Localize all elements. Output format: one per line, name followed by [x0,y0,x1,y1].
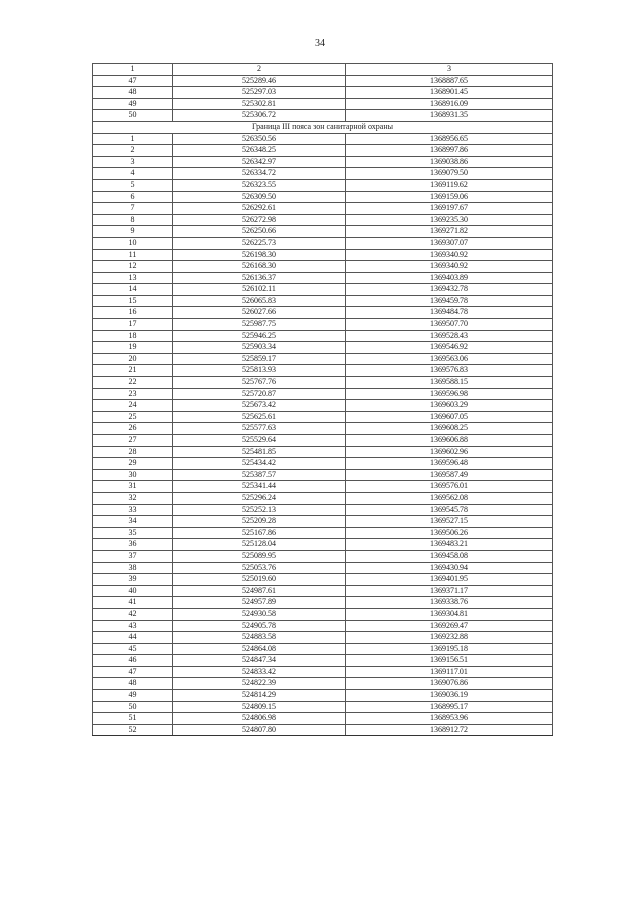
cell-x-coordinate: 526250.66 [173,226,346,238]
cell-point-number: 44 [93,632,173,644]
cell-point-number: 47 [93,75,173,87]
table-row [93,435,553,447]
table-row [93,713,553,725]
table-row [93,377,553,389]
cell-point-number: 1 [93,133,173,145]
cell-y-coordinate: 1369307.07 [346,237,553,249]
cell-y-coordinate: 1369587.49 [346,469,553,481]
table-header [93,64,553,76]
table-row [93,724,553,736]
table-row [93,295,553,307]
cell-point-number: 34 [93,516,173,528]
cell-point-number: 35 [93,527,173,539]
section-title: Граница III пояса зон санитарной охраны [93,121,553,133]
cell-x-coordinate: 525903.34 [173,342,346,354]
cell-point-number: 49 [93,98,173,110]
table-row [93,458,553,470]
cell-x-coordinate: 524987.61 [173,585,346,597]
table-row [93,516,553,528]
table-row [93,492,553,504]
cell-x-coordinate: 526168.30 [173,261,346,273]
cell-y-coordinate: 1369602.96 [346,446,553,458]
cell-x-coordinate: 525577.63 [173,423,346,435]
cell-point-number: 38 [93,562,173,574]
cell-point-number: 46 [93,655,173,667]
cell-y-coordinate: 1369507.70 [346,319,553,331]
cell-point-number: 41 [93,597,173,609]
cell-y-coordinate: 1369588.15 [346,377,553,389]
cell-point-number: 6 [93,191,173,203]
table-row [93,701,553,713]
cell-y-coordinate: 1369484.78 [346,307,553,319]
table-row [93,678,553,690]
cell-x-coordinate: 525529.64 [173,435,346,447]
table-row [93,203,553,215]
cell-y-coordinate: 1369159.06 [346,191,553,203]
table-row [93,342,553,354]
cell-x-coordinate: 525296.24 [173,492,346,504]
cell-point-number: 26 [93,423,173,435]
cell-x-coordinate: 526272.98 [173,214,346,226]
table-row [93,249,553,261]
cell-y-coordinate: 1369079.50 [346,168,553,180]
cell-x-coordinate: 524806.98 [173,713,346,725]
cell-y-coordinate: 1369432.78 [346,284,553,296]
table-row [93,608,553,620]
cell-y-coordinate: 1368995.17 [346,701,553,713]
cell-point-number: 43 [93,620,173,632]
cell-y-coordinate: 1369545.78 [346,504,553,516]
table-row [93,539,553,551]
cell-x-coordinate: 525946.25 [173,330,346,342]
cell-y-coordinate: 1368912.72 [346,724,553,736]
cell-x-coordinate: 525859.17 [173,353,346,365]
cell-point-number: 52 [93,724,173,736]
cell-x-coordinate: 525341.44 [173,481,346,493]
cell-point-number: 30 [93,469,173,481]
table-row [93,411,553,423]
cell-y-coordinate: 1369076.86 [346,678,553,690]
table-row [93,666,553,678]
column-header-number: 1 [93,64,173,76]
table-body [93,75,553,736]
cell-y-coordinate: 1369036.19 [346,690,553,702]
cell-y-coordinate: 1369338.76 [346,597,553,609]
cell-y-coordinate: 1368953.96 [346,713,553,725]
cell-point-number: 24 [93,400,173,412]
cell-x-coordinate: 525720.87 [173,388,346,400]
cell-y-coordinate: 1369340.92 [346,261,553,273]
cell-y-coordinate: 1369304.81 [346,608,553,620]
page-number: 34 [315,38,325,49]
table-row [93,585,553,597]
cell-x-coordinate: 525767.76 [173,377,346,389]
cell-point-number: 12 [93,261,173,273]
table-row [93,655,553,667]
cell-x-coordinate: 525813.93 [173,365,346,377]
cell-y-coordinate: 1369038.86 [346,156,553,168]
cell-point-number: 18 [93,330,173,342]
cell-point-number: 48 [93,678,173,690]
cell-point-number: 11 [93,249,173,261]
table-row [93,272,553,284]
cell-y-coordinate: 1369483.21 [346,539,553,551]
cell-y-coordinate: 1369271.82 [346,226,553,238]
cell-point-number: 20 [93,353,173,365]
table-row [93,319,553,331]
cell-y-coordinate: 1369232.88 [346,632,553,644]
cell-x-coordinate: 525128.04 [173,539,346,551]
cell-point-number: 7 [93,203,173,215]
cell-point-number: 9 [93,226,173,238]
cell-y-coordinate: 1369401.95 [346,574,553,586]
cell-y-coordinate: 1369596.48 [346,458,553,470]
cell-point-number: 50 [93,701,173,713]
cell-y-coordinate: 1369340.92 [346,249,553,261]
table-row [93,365,553,377]
cell-y-coordinate: 1368916.09 [346,98,553,110]
cell-y-coordinate: 1369546.92 [346,342,553,354]
cell-y-coordinate: 1369197.67 [346,203,553,215]
cell-point-number: 33 [93,504,173,516]
table-row [93,632,553,644]
cell-point-number: 16 [93,307,173,319]
cell-point-number: 40 [93,585,173,597]
table-row [93,562,553,574]
cell-point-number: 21 [93,365,173,377]
table-row [93,423,553,435]
cell-x-coordinate: 525209.28 [173,516,346,528]
cell-y-coordinate: 1369596.98 [346,388,553,400]
table-row [93,446,553,458]
cell-point-number: 3 [93,156,173,168]
cell-y-coordinate: 1369506.26 [346,527,553,539]
table-row [93,400,553,412]
cell-point-number: 25 [93,411,173,423]
cell-x-coordinate: 525302.81 [173,98,346,110]
cell-y-coordinate: 1369195.18 [346,643,553,655]
cell-y-coordinate: 1369119.62 [346,179,553,191]
coordinates-table [92,63,553,736]
cell-y-coordinate: 1369403.89 [346,272,553,284]
cell-y-coordinate: 1369459.78 [346,295,553,307]
cell-y-coordinate: 1369576.01 [346,481,553,493]
cell-x-coordinate: 525297.03 [173,87,346,99]
table-row [93,110,553,122]
cell-point-number: 39 [93,574,173,586]
column-header-x: 2 [173,64,346,76]
cell-point-number: 49 [93,690,173,702]
table-row [93,98,553,110]
cell-point-number: 8 [93,214,173,226]
cell-x-coordinate: 526342.97 [173,156,346,168]
table-row [93,504,553,516]
cell-x-coordinate: 525673.42 [173,400,346,412]
table-row [93,87,553,99]
cell-point-number: 22 [93,377,173,389]
table-row [93,156,553,168]
column-header-y: 3 [346,64,553,76]
cell-x-coordinate: 525252.13 [173,504,346,516]
cell-point-number: 48 [93,87,173,99]
cell-x-coordinate: 524833.42 [173,666,346,678]
cell-x-coordinate: 526065.83 [173,295,346,307]
table-row [93,550,553,562]
cell-x-coordinate: 525167.86 [173,527,346,539]
cell-x-coordinate: 526198.30 [173,249,346,261]
cell-x-coordinate: 524847.34 [173,655,346,667]
cell-point-number: 15 [93,295,173,307]
cell-point-number: 42 [93,608,173,620]
cell-x-coordinate: 524822.39 [173,678,346,690]
cell-x-coordinate: 524957.89 [173,597,346,609]
cell-point-number: 36 [93,539,173,551]
cell-x-coordinate: 526350.56 [173,133,346,145]
cell-x-coordinate: 525481.85 [173,446,346,458]
table-row [93,214,553,226]
cell-x-coordinate: 525625.61 [173,411,346,423]
cell-x-coordinate: 526225.73 [173,237,346,249]
table-row [93,620,553,632]
cell-y-coordinate: 1369562.08 [346,492,553,504]
cell-point-number: 27 [93,435,173,447]
header-row [93,64,553,76]
table-row [93,330,553,342]
cell-y-coordinate: 1369458.08 [346,550,553,562]
cell-y-coordinate: 1369576.83 [346,365,553,377]
cell-x-coordinate: 526102.11 [173,284,346,296]
table-row [93,597,553,609]
cell-x-coordinate: 524905.78 [173,620,346,632]
cell-point-number: 10 [93,237,173,249]
cell-y-coordinate: 1369371.17 [346,585,553,597]
cell-x-coordinate: 524930.58 [173,608,346,620]
cell-y-coordinate: 1369603.29 [346,400,553,412]
cell-point-number: 51 [93,713,173,725]
cell-y-coordinate: 1368931.35 [346,110,553,122]
cell-x-coordinate: 524807.80 [173,724,346,736]
cell-point-number: 2 [93,145,173,157]
table-row [93,75,553,87]
cell-point-number: 37 [93,550,173,562]
cell-x-coordinate: 526334.72 [173,168,346,180]
section-title-row [93,121,553,133]
cell-x-coordinate: 526027.66 [173,307,346,319]
table-row [93,226,553,238]
cell-x-coordinate: 524864.08 [173,643,346,655]
table-row [93,133,553,145]
cell-point-number: 29 [93,458,173,470]
cell-x-coordinate: 525434.42 [173,458,346,470]
cell-y-coordinate: 1368956.65 [346,133,553,145]
cell-point-number: 31 [93,481,173,493]
cell-point-number: 14 [93,284,173,296]
table-row [93,191,553,203]
cell-x-coordinate: 525306.72 [173,110,346,122]
table-row [93,179,553,191]
cell-y-coordinate: 1368901.45 [346,87,553,99]
table-row [93,168,553,180]
table-row [93,145,553,157]
cell-x-coordinate: 525019.60 [173,574,346,586]
table-row [93,643,553,655]
cell-y-coordinate: 1369608.25 [346,423,553,435]
cell-x-coordinate: 526136.37 [173,272,346,284]
cell-y-coordinate: 1368887.65 [346,75,553,87]
table-row [93,481,553,493]
cell-y-coordinate: 1369606.88 [346,435,553,447]
table-row [93,527,553,539]
cell-point-number: 17 [93,319,173,331]
table-row [93,307,553,319]
cell-x-coordinate: 526292.61 [173,203,346,215]
cell-point-number: 32 [93,492,173,504]
cell-x-coordinate: 525387.57 [173,469,346,481]
table-row [93,690,553,702]
cell-point-number: 4 [93,168,173,180]
cell-point-number: 5 [93,179,173,191]
cell-x-coordinate: 524809.15 [173,701,346,713]
cell-y-coordinate: 1369563.06 [346,353,553,365]
cell-y-coordinate: 1369528.43 [346,330,553,342]
cell-x-coordinate: 525053.76 [173,562,346,574]
cell-y-coordinate: 1369156.51 [346,655,553,667]
cell-y-coordinate: 1368997.86 [346,145,553,157]
cell-point-number: 28 [93,446,173,458]
cell-y-coordinate: 1369607.05 [346,411,553,423]
table-row [93,388,553,400]
cell-x-coordinate: 525289.46 [173,75,346,87]
cell-point-number: 47 [93,666,173,678]
table-row [93,237,553,249]
cell-point-number: 45 [93,643,173,655]
cell-y-coordinate: 1369117.01 [346,666,553,678]
table-row [93,353,553,365]
table-row [93,284,553,296]
table-row [93,469,553,481]
cell-x-coordinate: 526309.50 [173,191,346,203]
table-row [93,261,553,273]
cell-point-number: 23 [93,388,173,400]
cell-point-number: 50 [93,110,173,122]
cell-point-number: 19 [93,342,173,354]
cell-x-coordinate: 525987.75 [173,319,346,331]
table-row [93,574,553,586]
cell-x-coordinate: 524883.58 [173,632,346,644]
cell-x-coordinate: 524814.29 [173,690,346,702]
cell-point-number: 13 [93,272,173,284]
cell-y-coordinate: 1369527.15 [346,516,553,528]
cell-y-coordinate: 1369269.47 [346,620,553,632]
cell-x-coordinate: 526323.55 [173,179,346,191]
cell-y-coordinate: 1369430.94 [346,562,553,574]
cell-x-coordinate: 526348.25 [173,145,346,157]
cell-y-coordinate: 1369235.30 [346,214,553,226]
cell-x-coordinate: 525089.95 [173,550,346,562]
